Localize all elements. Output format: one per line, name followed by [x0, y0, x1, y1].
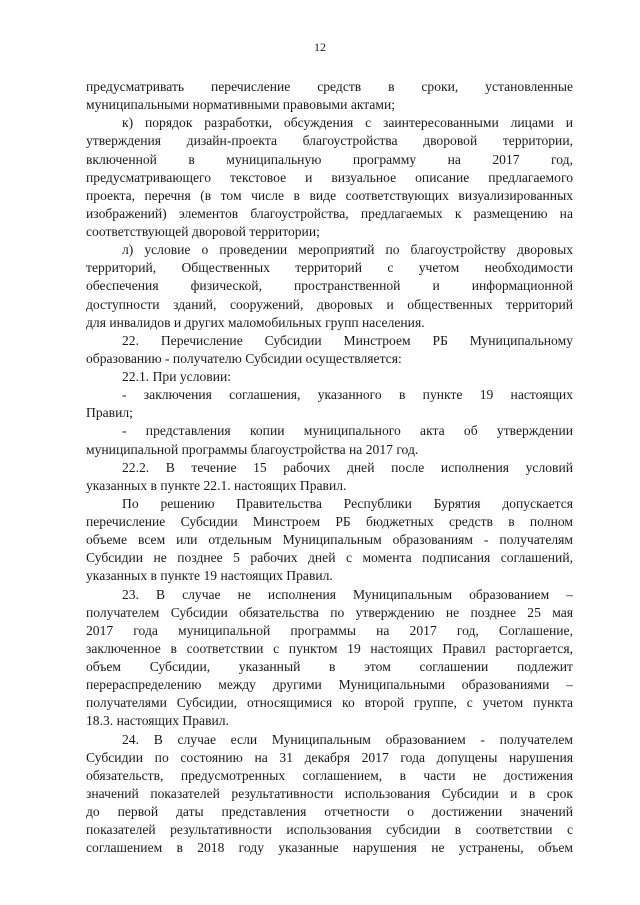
text-line: указанных в пункте 19 настоящих Правил. — [86, 568, 333, 584]
text-line: указанных в пункте 22.1. настоящих Правил. — [86, 477, 347, 493]
text-line: обязательств, предусмотренных соглашением, в части не достижения — [86, 767, 573, 783]
text-line: муниципальными нормативными правовыми актами; — [86, 97, 396, 113]
page-number: 12 — [314, 40, 326, 54]
text-line: до первой даты представления отчетности о достижении значений — [86, 804, 573, 819]
text-line: предусматривающего текстовое и визуальное описание предлагаемого — [86, 169, 573, 185]
text-line: получателем Субсидии обязательства по утверждению не позднее 25 мая — [86, 604, 573, 620]
text-line: муниципальной программы благоустройства на 2017 год. — [86, 441, 419, 457]
text-line: 24. В случае если Муниципальным образованием - получателем — [122, 731, 573, 747]
text-line: соглашением в 2018 году указанные нарушения не устранены, объем — [86, 840, 573, 856]
text-line: л) условие о проведении мероприятий по благоустройству дворовых — [122, 242, 573, 258]
text-line: предусматривать перечисление средств в сроки, установленные — [86, 79, 573, 94]
text-line: территорий, Общественных территорий с учетом необходимости — [86, 260, 573, 276]
text-line: - заключения соглашения, указанного в пункте 19 настоящих — [122, 387, 573, 403]
text-line: Правил; — [86, 405, 133, 421]
text-line: изображений) элементов благоустройства, предлагаемых к размещению на — [86, 205, 573, 221]
text-line: для инвалидов и других маломобильных групп населения. — [86, 314, 425, 330]
text-line: образованию - получателю Субсидии осуществляется: — [86, 350, 402, 366]
text-line: 2017 года муниципальной программы на 2017 год, Соглашение, — [86, 622, 573, 638]
text-line: По решению Правительства Республики Бурятия допускается — [122, 495, 573, 511]
text-line: заключенное в соответствии с пунктом 19 настоящих Правил расторгается, — [86, 640, 573, 656]
text-line: - представления копии муниципального акта об утверждении — [122, 423, 573, 439]
text-line: получателями Субсидии, относящимися ко второй группе, с учетом пункта — [86, 695, 573, 711]
text-line: проекта, перечня (в том числе в виде соответствующих визуализированных — [86, 187, 573, 203]
text-line: утверждения дизайн-проекта благоустройства дворовой территории, — [86, 133, 573, 149]
text-line: перераспределению между другими Муниципальными образованиями – — [86, 677, 573, 693]
text-line: перечисление Субсидии Минстроем РБ бюджетных средств в полном — [86, 514, 573, 529]
text-line: значений показателей результативности использования Субсидии и в срок — [86, 785, 573, 801]
text-line: объем Субсидии, указанный в этом соглашении подлежит — [86, 659, 573, 674]
text-line: соответствующей дворовой территории; — [86, 224, 320, 239]
text-line: 23. В случае не исполнения Муниципальным образованием – — [122, 586, 573, 602]
text-line: Субсидии по состоянию на 31 декабря 2017 года допущены нарушения — [86, 749, 573, 765]
text-line: объеме всем или отдельным Муниципальным образованиям - получателям — [86, 532, 573, 548]
text-line: 22.2. В течение 15 рабочих дней после исполнения условий — [122, 459, 573, 475]
text-line: к) порядок разработки, обсуждения с заинтересованными лицами и — [122, 115, 573, 131]
document-body — [86, 78, 573, 857]
text-line: включенной в муниципальную программу на 2017 год, — [86, 151, 573, 167]
text-line: 18.3. настоящих Правил. — [86, 713, 229, 729]
text-line: Субсидии не позднее 5 рабочих дней с момента подписания соглашений, — [86, 550, 573, 566]
text-line: 22.1. При условии: — [122, 369, 232, 384]
text-line: доступности зданий, сооружений, дворовых и общественных территорий — [86, 296, 573, 312]
text-line: показателей результативности использования субсидии в соответствии с — [86, 822, 573, 838]
text-line: обеспечения физической, пространственной и информационной — [86, 278, 573, 294]
text-line: 22. Перечисление Субсидии Минстроем РБ Муниципальному — [122, 332, 573, 348]
